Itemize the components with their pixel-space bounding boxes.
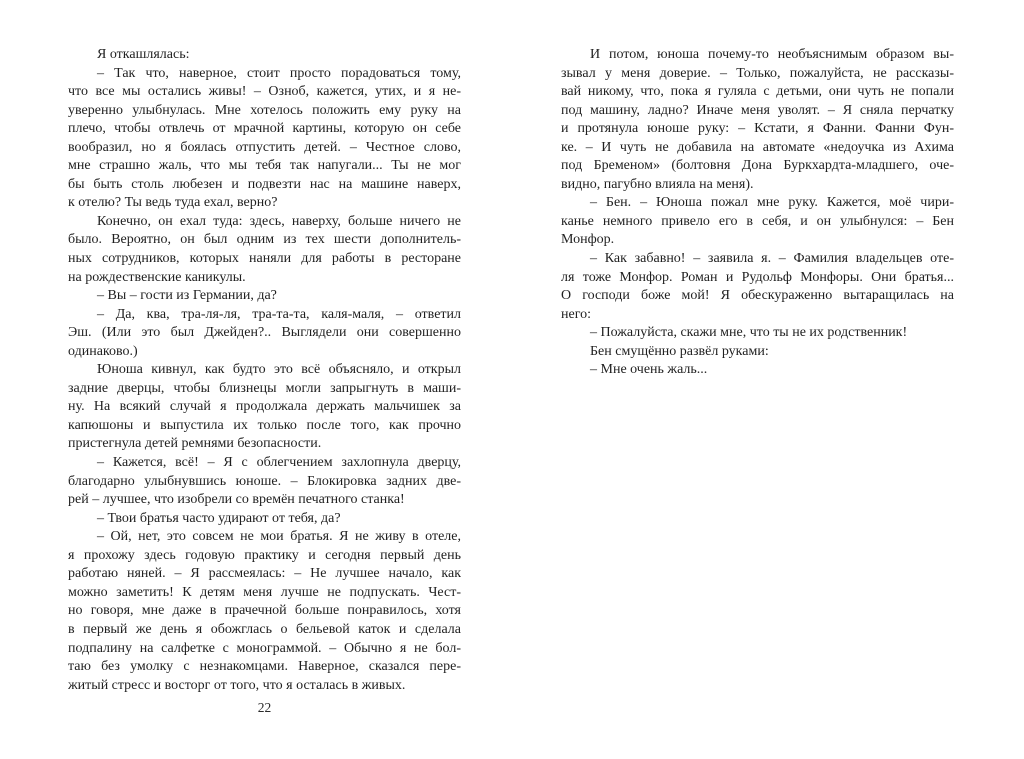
text-line: ну. На всякий случай я продолжала держать мальчишек за — [68, 399, 461, 415]
text-line: на рождественские каникулы. — [68, 269, 246, 285]
text-line: – Бен. – Юноша пожал мне руку. Кажется, моё чири- — [590, 195, 954, 211]
paragraph — [68, 213, 461, 287]
paragraph — [68, 287, 461, 306]
text-line: Я откашлялась: — [97, 47, 190, 62]
text-line: и протянула юноше руку: – Кстати, я Фанни. Фанни Фун- — [561, 121, 954, 137]
text-line: плечо, чтобы отвлечь от мрачной картины, которую он себе — [68, 121, 461, 137]
text-line: – Ой, нет, это совсем не мои братья. Я не живу в отеле, — [97, 529, 461, 545]
text-line: – Так что, наверное, стоит просто порадоваться тому, — [97, 65, 461, 81]
text-line: житый стресс и восторг от того, что я осталась в живых. — [68, 677, 406, 693]
text-line: подпалину на салфетке с монограммой. – Обычно я не бол- — [68, 640, 461, 656]
text-line: вай никому, что, пока я гуляла с детьми, они чуть не попали — [561, 84, 954, 100]
text-line: Конечно, он ехал туда: здесь, наверху, больше ничего не — [97, 213, 461, 229]
paragraph — [561, 194, 954, 250]
text-line: него: — [561, 306, 591, 322]
text-line: канье немного привело его в себя, и он улыбнулся: – Бен — [561, 213, 954, 229]
paragraph — [561, 343, 954, 362]
text-line: было. Вероятно, он был одним из тех шести дополнитель- — [68, 232, 461, 248]
paragraph — [68, 306, 461, 362]
text-line: Эш. (Или это был Джейден?.. Выглядели они совершенно — [68, 325, 461, 341]
right-page — [561, 46, 954, 380]
text-line: ке. – И чуть не добавила на автомате «недоучка из Ахима — [561, 139, 954, 155]
text-line: – Твои братья часто удирают от тебя, да? — [97, 510, 341, 526]
paragraph — [68, 46, 461, 65]
text-line: я прохожу здесь годовую практику и сегодня первый день — [68, 547, 461, 563]
paragraph — [561, 250, 954, 324]
text-line: в первый же день я обожглась о бельевой каток и сделала — [68, 621, 461, 637]
text-line: видно, пагубно влияла на меня). — [561, 176, 754, 192]
text-line: рей – лучшее, что изобрели со времён печатного станка! — [68, 492, 405, 508]
page-number: 22 — [257, 700, 272, 715]
text-line: Монфор. — [561, 232, 615, 248]
text-line: И потом, юноша почему-то необъяснимым образом вы- — [590, 47, 954, 62]
paragraph — [68, 454, 461, 510]
text-line: таю без умолку с незнакомцами. Наверное, сказался пере- — [68, 659, 461, 675]
text-line: – Пожалуйста, скажи мне, что ты не их родственник! — [590, 325, 908, 341]
paragraph — [68, 361, 461, 454]
left-page — [68, 46, 461, 695]
text-line: – Мне очень жаль... — [590, 362, 708, 378]
text-line: – Да, ква, тра-ля-ля, тра-та-та, каля-маля, – ответил — [97, 306, 461, 322]
text-line: О господи боже мой! Я обескураженно вытаращилась на — [561, 288, 954, 304]
paragraph — [561, 324, 954, 343]
text-line: благодарно улыбнувшись юноше. – Блокировка задних две- — [68, 473, 461, 489]
text-line: ля тоже Монфор. Роман и Рудольф Монфоры. Они братья... — [561, 269, 954, 285]
text-line: Юноша кивнул, как будто это всё объясняло, и открыл — [97, 362, 461, 378]
text-line: одинаково.) — [68, 343, 138, 359]
text-line: – Кажется, всё! – Я с облегчением захлопнула дверцу, — [97, 455, 461, 471]
text-line: бы быть столь любезен и подвезти нас на машине наверх, — [68, 176, 461, 192]
text-line: под машину, ладно? Иначе меня уволят. – Я сняла перчатку — [561, 102, 954, 118]
text-line: к отелю? Ты ведь туда ехал, верно? — [68, 195, 278, 211]
paragraph — [561, 361, 954, 380]
text-line: под Бременом» (болтовня Дона Буркхардта-младшего, оче- — [561, 158, 954, 174]
paragraph — [68, 510, 461, 529]
text-line: вообразил, но я боялась отпустить детей. – Честное слово, — [68, 139, 461, 155]
text-line: можно заметить! К детям меня лучше не подпускать. Чест- — [68, 584, 461, 600]
text-line: Бен смущённо развёл руками: — [590, 343, 769, 359]
text-line: работаю няней. – Я рассмеялась: – Не лучшее начало, как — [68, 566, 461, 582]
text-line: – Как забавно! – заявила я. – Фамилия владельцев оте- — [590, 251, 954, 267]
paragraph — [68, 65, 461, 213]
text-line: но говоря, мне даже в прачечной больше понравилось, хотя — [68, 603, 461, 619]
text-line: мне страшно жаль, что мы тебя так напугали... Ты не мог — [68, 158, 461, 174]
text-line: пристегнула детей ремнями безопасности. — [68, 436, 322, 452]
text-line: – Вы – гости из Германии, да? — [97, 288, 277, 304]
paragraph — [68, 528, 461, 695]
text-line: капюшоны и выпустила их только после того, как прочно — [68, 417, 461, 433]
text-line: уверенно улыбнулась. Мне хотелось положить ему руку на — [68, 102, 461, 118]
text-line: зывал у меня доверие. – Только, пожалуйста, не рассказы- — [561, 65, 954, 81]
text-line: задние дверцы, чтобы близнецы могли запрыгнуть в маши- — [68, 380, 461, 396]
text-line: ных сотрудников, которых наняли для работы в ресторане — [68, 251, 461, 267]
text-line: что все мы остались живы! – Озноб, кажется, утих, и я не- — [68, 84, 461, 100]
paragraph — [561, 46, 954, 194]
